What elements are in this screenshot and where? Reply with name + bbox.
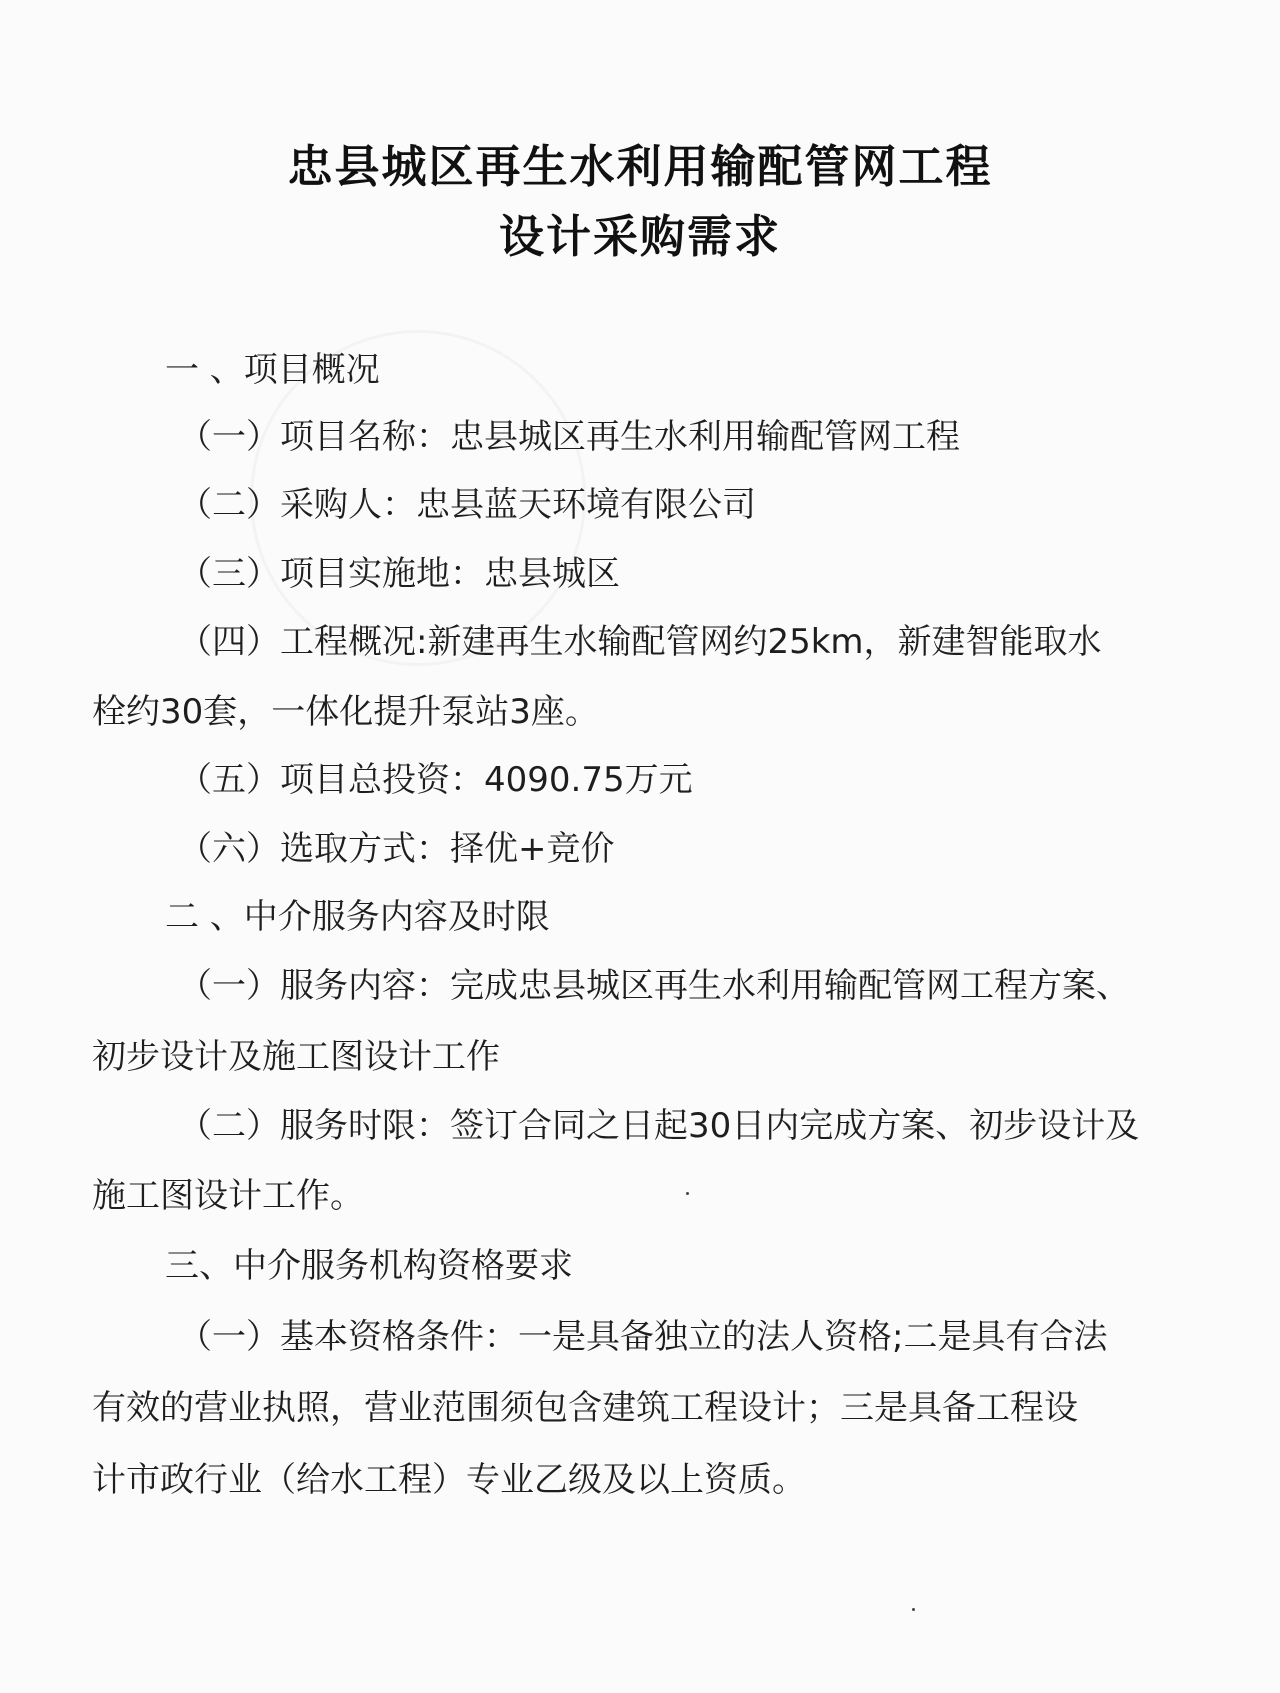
section-heading-2: 二 、中介服务内容及时限 bbox=[165, 897, 550, 937]
document-title-line-1: 忠县城区再生水利用输配管网工程 bbox=[287, 140, 993, 193]
section-heading-3: 三、中介服务机构资格要求 bbox=[165, 1246, 573, 1286]
item-basic-qualification-cont-1: 有效的营业执照，营业范围须包含建筑工程设计；三是具备工程设 bbox=[92, 1388, 1078, 1428]
item-basic-qualification: （一）基本资格条件：一是具备独立的法人资格;二是具有合法 bbox=[178, 1317, 1108, 1357]
section-heading-1: 一 、项目概况 bbox=[165, 350, 380, 390]
item-selection-method: （六）选取方式：择优+竞价 bbox=[178, 829, 615, 869]
item-service-period: （二）服务时限：签订合同之日起30日内完成方案、初步设计及 bbox=[178, 1106, 1140, 1146]
item-overview: （四）工程概况:新建再生水输配管网约25km，新建智能取水 bbox=[178, 622, 1102, 662]
item-basic-qualification-cont-2: 计市政行业（给水工程）专业乙级及以上资质。 bbox=[92, 1460, 806, 1500]
item-purchaser: （二）采购人：忠县蓝天环境有限公司 bbox=[178, 485, 756, 525]
paper-speck bbox=[912, 1608, 915, 1611]
item-location: （三）项目实施地：忠县城区 bbox=[178, 554, 620, 594]
paper-speck bbox=[686, 1192, 689, 1195]
item-service-content-cont: 初步设计及施工图设计工作 bbox=[92, 1037, 500, 1077]
item-project-name: （一）项目名称：忠县城区再生水利用输配管网工程 bbox=[178, 417, 960, 457]
document-title-line-2: 设计采购需求 bbox=[498, 210, 781, 263]
item-overview-cont: 栓约30套，一体化提升泵站3座。 bbox=[92, 692, 599, 732]
item-service-period-cont: 施工图设计工作。 bbox=[92, 1176, 364, 1216]
item-service-content: （一）服务内容：完成忠县城区再生水利用输配管网工程方案、 bbox=[178, 966, 1130, 1006]
item-investment: （五）项目总投资：4090.75万元 bbox=[178, 760, 693, 800]
